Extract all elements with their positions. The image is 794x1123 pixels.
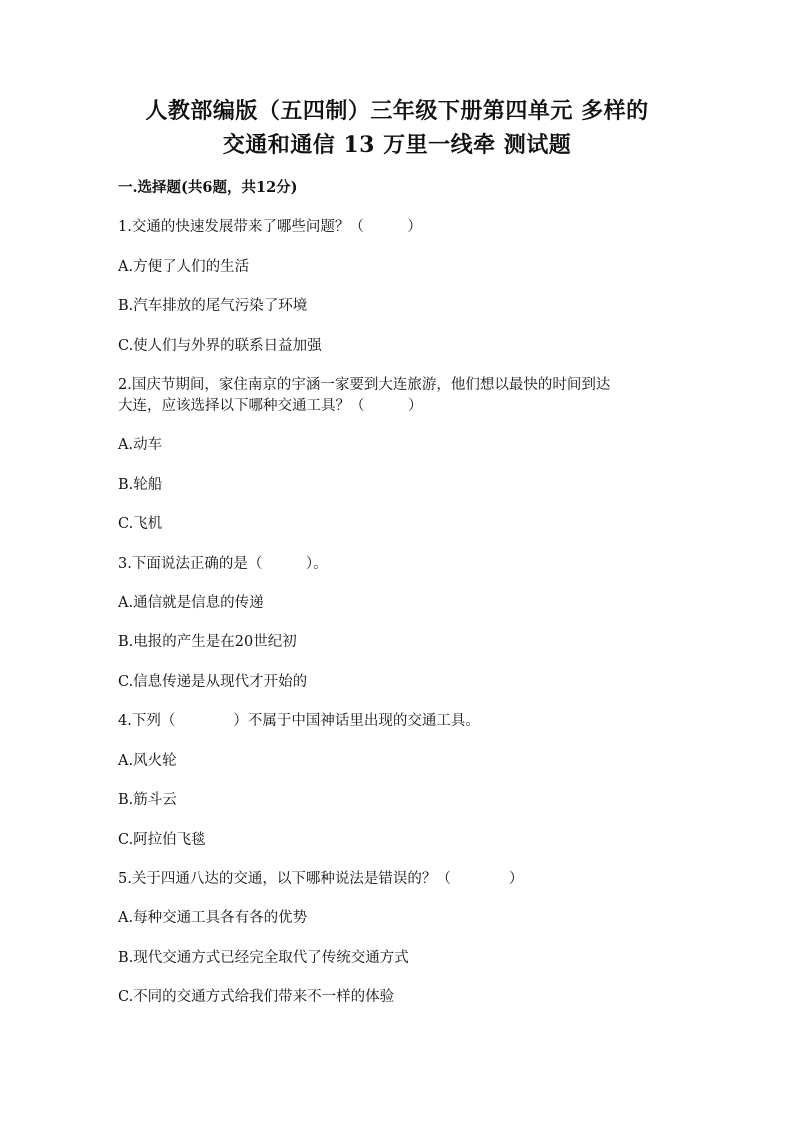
question-2-option-a: A.动车 — [118, 437, 163, 453]
question-1-option-b: B.汽车排放的尾气污染了环境 — [118, 298, 308, 314]
document-title-line-2: 交通和通信 13 万里一线牵 测试题 — [222, 132, 572, 158]
question-3-option-a: A.通信就是信息的传递 — [118, 595, 264, 611]
question-5-option-c: C.不同的交通方式给我们带来不一样的体验 — [118, 989, 395, 1005]
question-4-stem: 4.下列（ ）不属于中国神话里出现的交通工具。 — [118, 713, 480, 729]
question-5-stem: 5.关于四通八达的交通，以下哪种说法是错误的？（ ） — [118, 871, 524, 887]
question-2-option-c: C.飞机 — [118, 516, 163, 532]
question-1-option-a: A.方便了人们的生活 — [118, 259, 250, 275]
question-1-stem: 1.交通的快速发展带来了哪些问题？（ ） — [118, 219, 422, 235]
question-3-option-b: B.电报的产生是在20世纪初 — [118, 634, 297, 650]
question-5-option-b: B.现代交通方式已经完全取代了传统交通方式 — [118, 950, 409, 966]
question-4-option-b: B.筋斗云 — [118, 792, 177, 808]
question-4-option-c: C.阿拉伯飞毯 — [118, 832, 206, 848]
question-3-option-c: C.信息传递是从现代才开始的 — [118, 674, 308, 690]
question-2-option-b: B.轮船 — [118, 477, 163, 493]
question-2-stem-line-2: 大连，应该选择以下哪种交通工具？（ ） — [118, 398, 423, 414]
question-1-option-c: C.使人们与外界的联系日益加强 — [118, 338, 322, 354]
question-2-stem-line-1: 2.国庆节期间，家住南京的宇涵一家要到大连旅游，他们想以最快的时间到达 — [118, 377, 611, 393]
question-4-option-a: A.风火轮 — [118, 753, 177, 769]
section-heading: 一.选择题(共6题，共12分) — [118, 179, 298, 196]
document-title-line-1: 人教部编版（五四制）三年级下册第四单元 多样的 — [145, 98, 649, 124]
question-3-stem: 3.下面说法正确的是（ ）。 — [118, 556, 328, 572]
question-5-option-a: A.每种交通工具各有各的优势 — [118, 910, 308, 926]
